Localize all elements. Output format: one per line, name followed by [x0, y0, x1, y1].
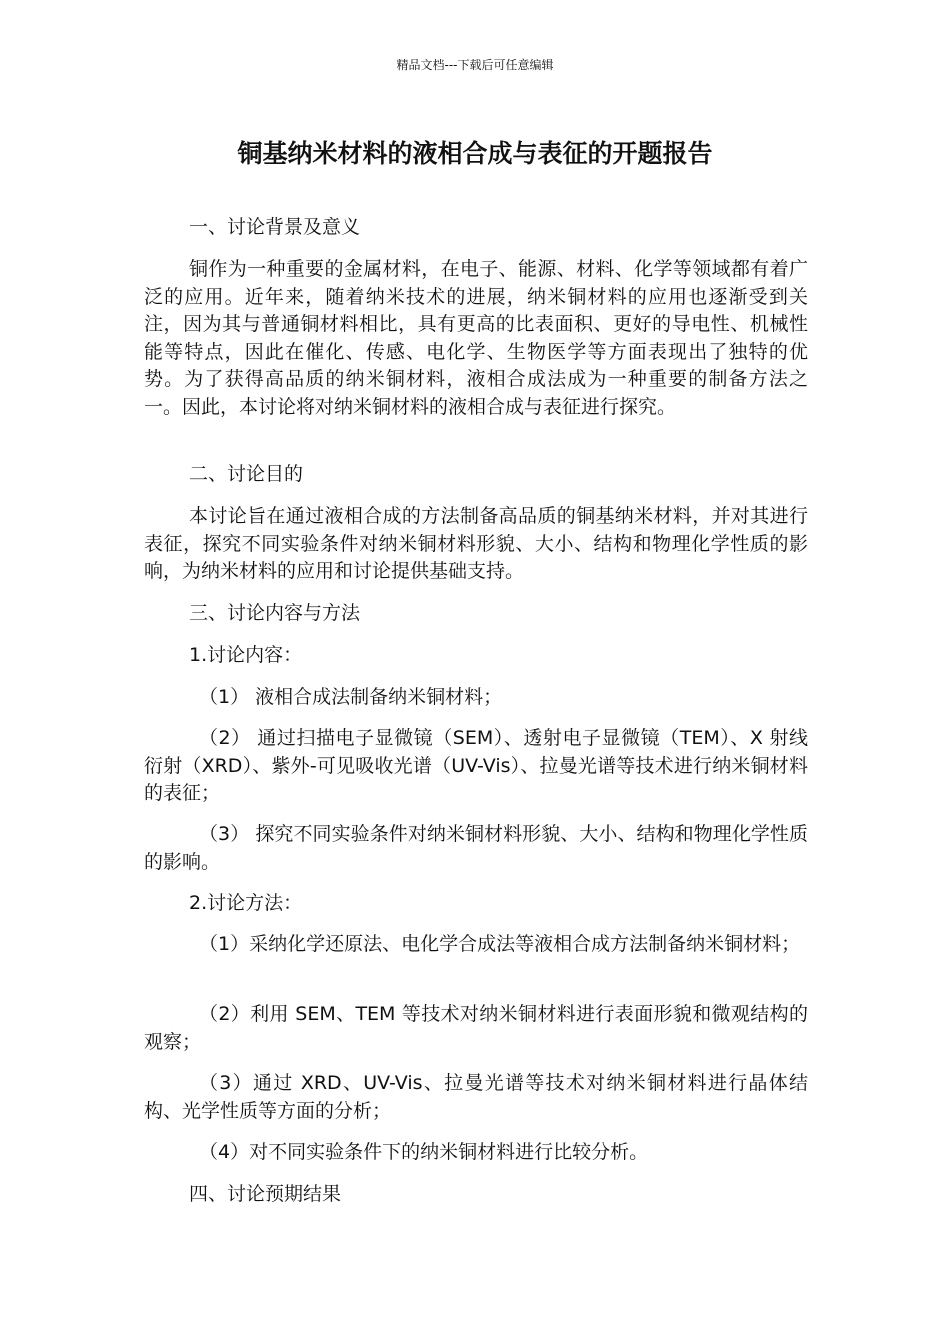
section4-heading: 四、讨论预期结果 [189, 1183, 342, 1205]
method-item: （1）采纳化学还原法、电化学合成法等液相合成方法制备纳米铜材料； [199, 933, 801, 955]
method-heading: 2.讨论方法： [189, 892, 303, 914]
content-item: （1） 液相合成法制备纳米铜材料； [199, 686, 503, 708]
section1-paragraph: 铜作为一种重要的金属材料，在电子、能源、材料、化学等领域都有着广泛的应用。近年来，随着纳米技术的进展，纳米铜材料的应用也逐渐受到关注，因为其与普通铜材料相比，具有更高的比表面积、更好的导电性、机械性能等特点，因此在催化、传感、电化学、生物医学等方面表现出了独特的优势。为了获得高品质的纳米铜材料，液相合成法成为一种重要的制备方法之一。因此，本讨论将对纳米铜材料的液相合成与表征进行探究。 [144, 258, 808, 418]
content-heading: 1.讨论内容： [189, 644, 303, 666]
section3-heading: 三、讨论内容与方法 [189, 602, 361, 624]
method-item: （3）通过 XRD、UV-Vis、拉曼光谱等技术对纳米铜材料进行晶体结构、光学性质等方面的分析； [144, 1072, 808, 1122]
page-header: 精品文档---下载后可任意编辑 [396, 58, 554, 72]
content-item: （3） 探究不同实验条件对纳米铜材料形貌、大小、结构和物理化学性质的影响。 [144, 823, 808, 873]
method-item: （2）利用 SEM、TEM 等技术对纳米铜材料进行表面形貌和微观结构的观察； [144, 1003, 808, 1053]
section2-paragraph: 本讨论旨在通过液相合成的方法制备高品质的铜基纳米材料，并对其进行表征，探究不同实验条件对纳米铜材料形貌、大小、结构和物理化学性质的影响，为纳米材料的应用和讨论提供基础支持。 [144, 505, 808, 582]
section2-heading: 二、讨论目的 [189, 463, 304, 485]
method-item: （4）对不同实验条件下的纳米铜材料进行比较分析。 [199, 1141, 649, 1163]
content-item: （2） 通过扫描电子显微镜（SEM）、透射电子显微镜（TEM）、X 射线衍射（XRD）、紫外-可见吸收光谱（UV-Vis）、拉曼光谱等技术进行纳米铜材料的表征； [144, 727, 808, 804]
document-title: 铜基纳米材料的液相合成与表征的开题报告 [237, 139, 713, 168]
section1-heading: 一、讨论背景及意义 [189, 216, 361, 238]
